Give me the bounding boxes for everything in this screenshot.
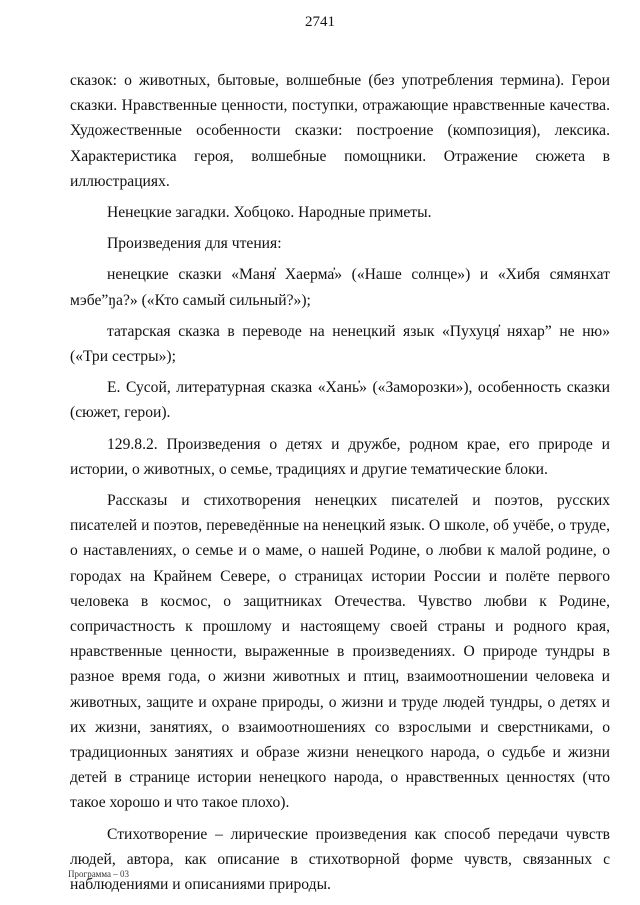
document-body (70, 68, 610, 903)
paragraph-poem-definition: Стихотворение – лирические произведения как способ передачи чувств людей, автора, как описание в стихотворной форме чувств, связанных с наблюдениями и описаниями природы. (70, 825, 610, 894)
paragraph-nenets-tales: ненецкие сказки «Маня̓ Хаерма̓» («Наше солнце») и «Хибя сямянхат мэбе”ŋа?» («Кто самый сильный?»); (70, 266, 610, 309)
paragraph-reading-heading: Произведения для чтения: (107, 235, 282, 253)
paragraph-stories-poems: Рассказы и стихотворения ненецких писателей и поэтов, русских писателей и поэтов, переведённые на ненецкий язык. О школе, об учёбе, о труде, о наставлениях, о семье и о маме, о нашей Родине, о любви к малой родине, о городах на Крайнем Севере, о страницах истории России и полёте первого человека в космос, о защитниках Отечества. Чувство любви к Родине, сопричастность к прошлому и настоящему своей страны и родного края, нравственные ценности, выраженные в произведениях. О природе тундры в разное время года, о жизни животных и птиц, взаимоотношении человека и животных, защите и охране природы, о жизни и труде людей тундры, о детях и их жизни, занятиях, о взаимоотношениях со взрослыми и сверстниками, о традиционных занятиях и образе жизни ненецкого народа, о судьбе и жизни детей в странице истории ненецкого народа, о нравственных ценностях (что такое хорошо и что такое плохо). (70, 492, 610, 812)
footer-label: Программа – 03 (68, 869, 130, 879)
page-number: 2741 (305, 14, 335, 30)
paragraph-section-129-8-2: 129.8.2. Произведения о детях и дружбе, родном крае, его природе и истории, о животных, о семье, традициях и другие тематические блоки. (70, 435, 610, 478)
paragraph-susoy: Е. Сусой, литературная сказка «Хань̓» («Заморозки»), особенность сказки (сюжет, герои). (70, 379, 610, 422)
paragraph-tatar-tale: татарская сказка в переводе на ненецкий язык «Пухуця̓ няхар” не ню» («Три сестры»); (70, 322, 610, 366)
paragraph-fairy-tales: сказок: о животных, бытовые, волшебные (без употребления термина). Герои сказки. Нравственные ценности, поступки, отражающие нравственные качества. Художественные особенности сказки: построение (композиция), лексика. Характеристика героя, волшебные помощники. Отражение сюжета в иллюстрациях. (70, 72, 610, 190)
paragraph-riddles: Ненецкие загадки. Хобцоко. Народные приметы. (107, 204, 432, 222)
